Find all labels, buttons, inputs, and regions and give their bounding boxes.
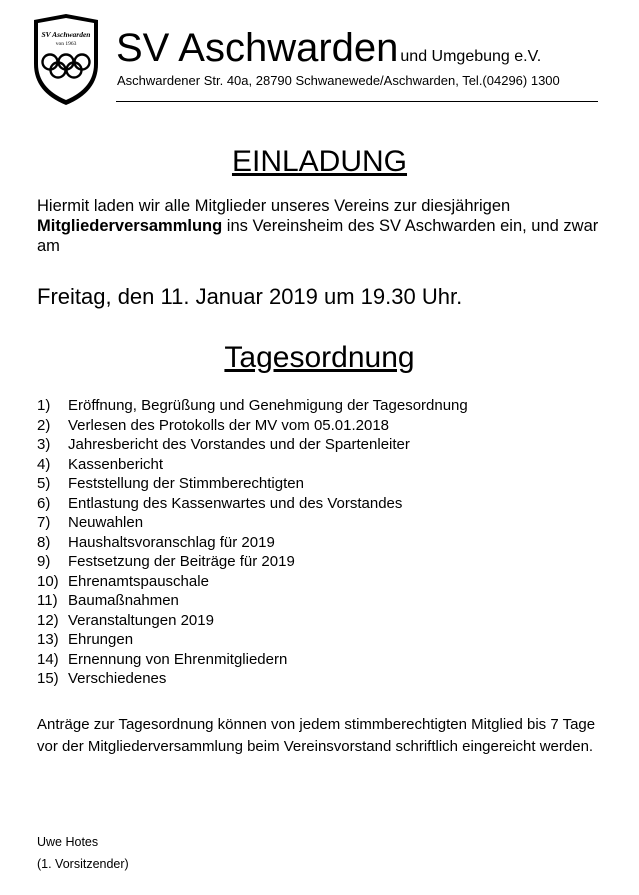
agenda-item-text: Festsetzung der Beiträge für 2019 (68, 553, 295, 570)
logo-text-club: SV Aschwarden (41, 30, 91, 39)
agenda-item (37, 396, 468, 416)
agenda-item (37, 513, 468, 533)
club-name-main: SV Aschwarden (116, 26, 399, 70)
agenda-item-number: 15) (37, 670, 59, 687)
agenda-item (37, 494, 468, 514)
agenda-item (37, 669, 468, 689)
club-address: Aschwardener Str. 40a, 28790 Schwanewede/Aschwarden, Tel.(04296) 1300 (117, 73, 560, 88)
agenda-title: Tagesordnung (224, 341, 415, 374)
agenda-item-number: 7) (37, 514, 51, 531)
agenda-item-number: 4) (37, 455, 51, 473)
agenda-item (37, 630, 468, 650)
club-name-suffix: und Umgebung e.V. (400, 48, 542, 65)
agenda-item-text: Verlesen des Protokolls der MV vom 05.01.2018 (68, 416, 390, 434)
agenda-item-number: 5) (37, 475, 51, 492)
agenda-item-text: Jahresbericht des Vorstandes und der Spartenleiter (68, 436, 410, 453)
agenda-item-text: Eröffnung, Begrüßung und Genehmigung der Tagesordnung (68, 397, 468, 414)
agenda-item-number: 10) (37, 572, 59, 590)
agenda-item-text: Ehrungen (68, 631, 134, 648)
header-divider (116, 101, 598, 102)
intro-text-2: ins Vereinsheim des SV Aschwarden ein, und zwar am (37, 217, 599, 255)
agenda-item (37, 416, 468, 436)
agenda-item-text: Ernennung von Ehrenmitgliedern (68, 650, 288, 668)
meeting-date: Freitag, den 11. Januar 2019 um 19.30 Uhr. (37, 284, 463, 309)
intro-text-1: Hiermit laden wir alle Mitglieder unseres Vereins zur diesjährigen (37, 197, 511, 215)
club-name (116, 28, 541, 68)
agenda-item-number: 12) (37, 611, 59, 629)
agenda-item (37, 474, 468, 494)
agenda-item-text: Entlastung des Kassenwartes und des Vorstandes (68, 494, 403, 512)
invitation-intro (37, 196, 617, 256)
agenda-item-number: 8) (37, 533, 51, 551)
agenda-item-text: Veranstaltungen 2019 (68, 611, 214, 629)
agenda-item (37, 455, 468, 475)
agenda-item-number: 3) (37, 436, 51, 453)
agenda-item (37, 572, 468, 592)
submission-note: Anträge zur Tagesordnung können von jedem stimmberechtigten Mitglied bis 7 Tage vor der Mitgliederversammlung beim Vereinsvorstand schriftlich eingereicht werden. (37, 716, 596, 755)
agenda-item-text: Neuwahlen (68, 514, 144, 531)
agenda-item-text: Kassenbericht (68, 455, 164, 473)
agenda-item-number: 1) (37, 397, 51, 414)
agenda-item-text: Ehrenamtspauschale (68, 572, 209, 590)
agenda-item-text: Baumaßnahmen (68, 592, 179, 609)
agenda-item-text: Verschiedenes (68, 670, 167, 687)
intro-text-bold: Mitgliederversammlung (37, 217, 223, 235)
agenda-item (37, 552, 468, 572)
agenda-item-number: 9) (37, 553, 51, 570)
signer-role: (1. Vorsitzender) (37, 857, 129, 871)
agenda-item (37, 591, 468, 611)
signature (37, 831, 129, 875)
agenda-item (37, 611, 468, 631)
agenda-item-number: 14) (37, 650, 59, 668)
agenda-item (37, 533, 468, 553)
agenda-item (37, 650, 468, 670)
agenda-item-number: 13) (37, 631, 59, 648)
club-logo (30, 12, 102, 107)
invitation-title: EINLADUNG (231, 145, 408, 178)
agenda-item-number: 11) (37, 592, 58, 609)
logo-text-year: von 1963 (55, 41, 77, 47)
agenda-item (37, 435, 468, 455)
agenda-item-number: 2) (37, 416, 51, 434)
agenda-item-text: Feststellung der Stimmberechtigten (68, 475, 304, 492)
agenda-item-number: 6) (37, 494, 51, 512)
signer-name: Uwe Hotes (37, 835, 99, 849)
agenda-list (37, 396, 468, 689)
agenda-item-text: Haushaltsvoranschlag für 2019 (68, 533, 275, 551)
